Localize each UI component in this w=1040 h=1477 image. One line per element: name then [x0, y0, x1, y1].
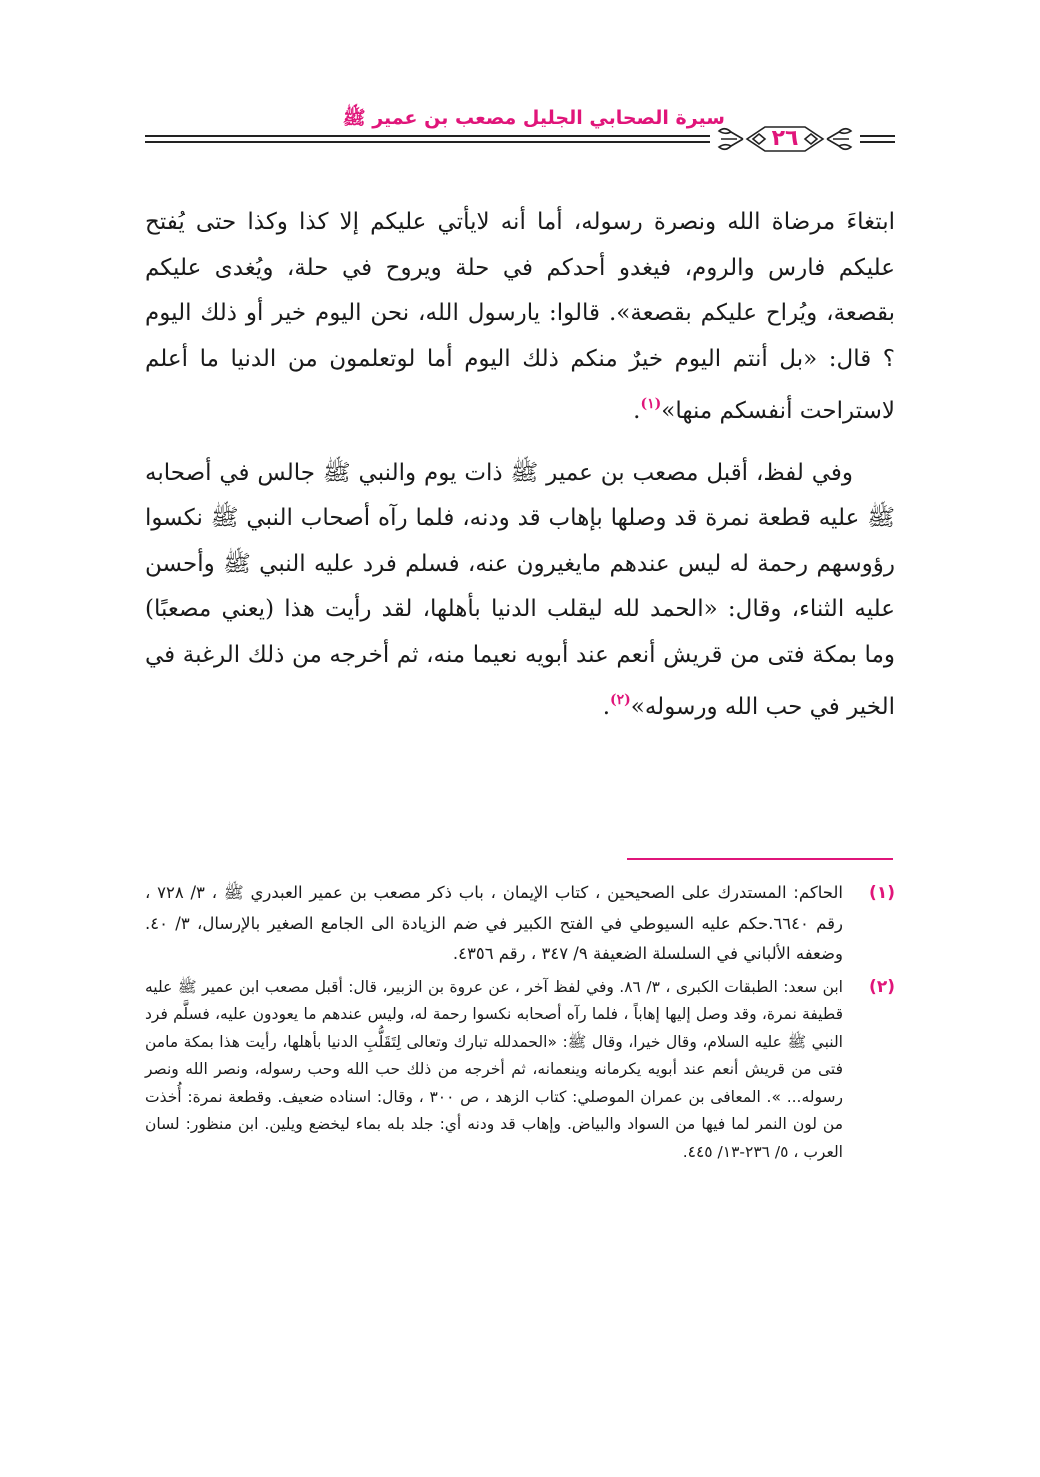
page-number: ٢٦ — [771, 126, 799, 151]
footnote-number: (١) — [869, 883, 895, 903]
footnote-separator — [627, 858, 893, 860]
paragraph — [145, 451, 895, 731]
paragraph-end: . — [602, 694, 610, 720]
footnote-ref[interactable]: (٢) — [610, 692, 631, 708]
paragraph-text: ابتغاءَ مرضاة الله ونصرة رسوله، أما أنه لايأتي عليكم إلا كذا وكذا حتى يُفتح عليكم فارس والروم، فيغدو أحدكم في حلة ويروح في حلة، ويُغدى عليكم بقصعة، ويُراح عليكم بقصعة». قالوا: يارسول الله، نحن اليوم خير أو ذلك اليوم ؟ قال: «بل أنتم اليوم خيرٌ منكم ذلك اليوم أما لوتعلمون من الدنيا ما أعلم لاستراحت أنفسكم منها» — [145, 209, 895, 424]
paragraph — [145, 200, 895, 435]
header-rule — [860, 135, 895, 137]
paragraph-end: . — [633, 398, 641, 424]
footnote — [145, 974, 895, 1167]
header-rule — [860, 141, 895, 143]
footnote-text: ابن سعد: الطبقات الكبرى ، ٣/ ٨٦. وفي لفظ آخر ، عن عروة بن الزبير، قال: أقبل مصعب ابن عمير ﷺ عليه قطيفة نمرة، وقد وصل إليها إهاباً ، فلما رآه أصحابه نكسوا رحمة له، وليس عندهم ما يعودون عليه، فسلَّم فرد النبي ﷺ عليه السلام، وقال خيرا، وقال ﷺ: «الحمدلله تبارك وتعالى لِتَقَلُّبِ الدنيا بأهلها، رأيت هذا بمكة مامن فتى من قريش أنعم عند أبويه يكرمانه وينعمانه، ثم أخرجه من ذلك حب الله وحب رسوله، ونصر الله ونصر رسوله... ». المعافى بن عمران الموصلي: كتاب الزهد ، ص ٣٠٠ ، وقال: اسناده ضعيف. وقطعة نمرة: أُخذت من لون النمر لما فيها من السواد والبياض. وإهاب قد ودنه أي: جلد بله بماء ليخضع ويلين. ابن منظور: لسان العرب ، ٥/ ٢٣٦-١٣/ ٤٤٥. — [145, 977, 843, 1161]
footnote-number: (٢) — [869, 976, 895, 997]
footnote — [145, 878, 895, 970]
header-rule — [145, 135, 710, 137]
header-rule — [145, 141, 710, 143]
page-header — [145, 100, 895, 160]
footnotes — [145, 878, 895, 1170]
footnote-text: الحاكم: المستدرك على الصحيحين ، كتاب الإيمان ، باب ذكر مصعب بن عمير العبدري ﷺ ، ٣/ ٧٢٨ ، رقم ٦٦٤٠.حكم عليه السيوطي في الفتح الكبير في ضم الزيادة الى الجامع الصغير بالإرسال، ٣/ ٤٠. وضعفه الألباني في السلسلة الضعيفة ٩/ ٣٤٧ ، رقم ٤٣٥٦. — [145, 883, 843, 963]
footnote-ref[interactable]: (١) — [640, 396, 662, 412]
running-title: سيرة الصحابي الجليل مصعب بن عمير ﷺ — [342, 107, 725, 129]
main-text — [145, 200, 895, 747]
paragraph-text: وفي لفظ، أقبل مصعب بن عمير ﷺ ذات يوم والنبي ﷺ جالس في أصحابه ﷺ عليه قطعة نمرة قد وصلها بإهاب قد ودنه، فلما رآه أصحاب النبي ﷺ نكسوا رؤوسهم رحمة له ليس عندهم مايغيرون عنه، فسلم فرد عليه النبي ﷺ وأحسن عليه الثناء، وقال: «الحمد لله ليقلب الدنيا بأهلها، لقد رأيت هذا (يعني مصعبًا) وما بمكة فتى من قريش أنعم عند أبويه نعيما منه، ثم أخرجه من ذلك الرغبة في الخير في حب الله ورسوله» — [145, 459, 895, 720]
